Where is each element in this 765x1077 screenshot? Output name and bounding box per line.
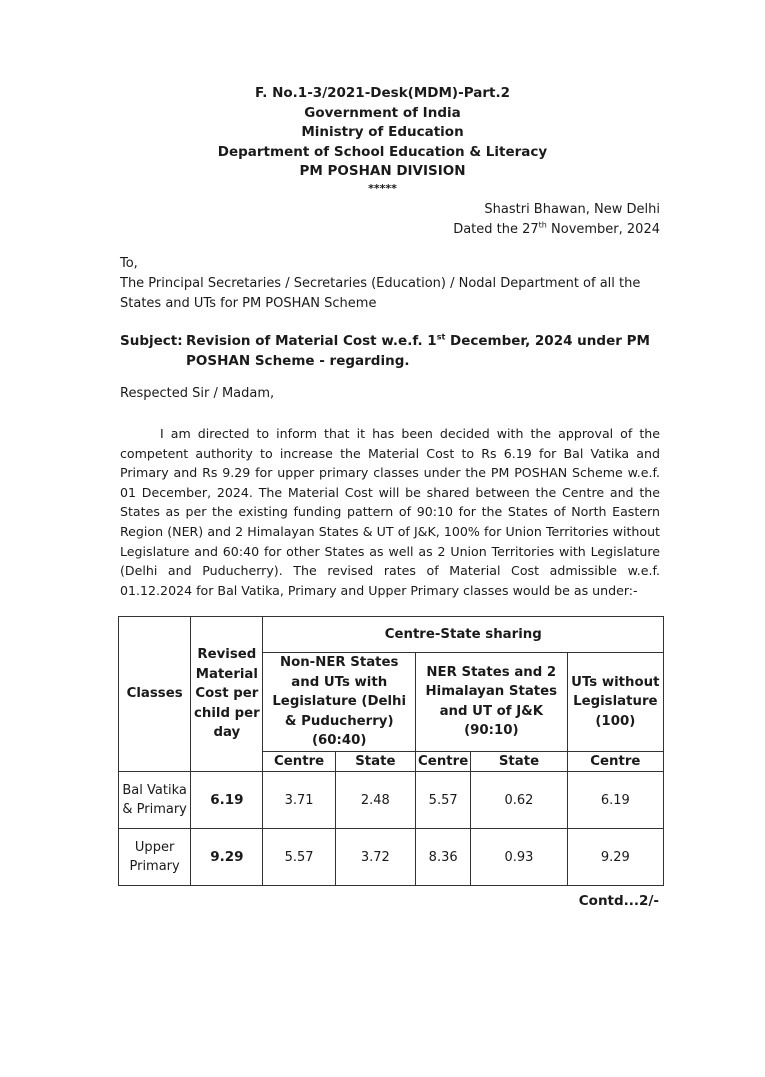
row-ner-centre: 5.57	[415, 772, 470, 829]
subheader-centre: Centre	[567, 751, 663, 772]
header-centre-state-sharing: Centre-State sharing	[263, 617, 664, 653]
body-paragraph: I am directed to inform that it has been decided with the approval of the competent authority to increase the Material Cost to Rs 6.19 for Bal Vatika and Primary and Rs 9.29 for upper primary classes under the PM POSHAN Scheme w.e.f. 01 December, 2024. The Material Cost will be shared between the Centre and the States as per the existing funding pattern of 90:10 for the States of North Eastern Region (NER) and 2 Himalayan States & UT of J&K, 100% for Union Territories without Legislature and 60:40 for other States as well as 2 Union Territories with Legislature (Delhi and Puducherry). The revised rates of Material Cost admissible w.e.f. 01.12.2024 for Bal Vatika, Primary and Upper Primary classes would be as under:-	[120, 426, 660, 598]
division-name: PM POSHAN DIVISION	[299, 163, 466, 180]
subheader-state: State	[471, 751, 567, 772]
place-location: Shastri Bhawan, New Delhi	[484, 202, 660, 217]
row-cost: 9.29	[191, 829, 263, 886]
row-non-ner-centre: 5.57	[263, 829, 335, 886]
table-row	[119, 829, 664, 886]
subheader-centre: Centre	[415, 751, 470, 772]
subject-label: Subject:	[120, 333, 183, 349]
table-row	[119, 772, 664, 829]
header-non-ner: Non-NER States and UTs with Legislature (Delhi & Puducherry) (60:40)	[263, 653, 416, 752]
row-ner-state: 0.93	[471, 829, 567, 886]
header-uts-without-legislature: UTs without Legislature (100)	[567, 653, 663, 752]
addressee: The Principal Secretaries / Secretaries (Education) / Nodal Department of all the States and UTs for PM POSHAN Scheme	[120, 276, 641, 311]
salutation: Respected Sir / Madam,	[120, 386, 275, 401]
place-and-date	[453, 200, 660, 240]
row-class: Bal Vatika & Primary	[119, 772, 191, 829]
header-ner: NER States and 2 Himalayan States and UT of J&K (90:10)	[415, 653, 567, 752]
row-class: Upper Primary	[119, 829, 191, 886]
material-cost-table	[118, 616, 664, 886]
subheader-centre: Centre	[263, 751, 335, 772]
header-stars: *****	[368, 181, 397, 195]
row-cost: 6.19	[191, 772, 263, 829]
subject-block	[120, 331, 665, 371]
government-name: Government of India	[304, 104, 461, 121]
row-uts-centre: 6.19	[567, 772, 663, 829]
row-uts-centre: 9.29	[567, 829, 663, 886]
subject-line-1: Subject: Revision of Material Cost w.e.f. 1st December, 2024 under PM	[120, 332, 650, 349]
department-name: Department of School Education & Literacy	[217, 143, 548, 160]
row-non-ner-state: 3.72	[335, 829, 415, 886]
subject-line-2: POSHAN Scheme - regarding.	[186, 353, 410, 369]
subheader-state: State	[335, 751, 415, 772]
header-revised-cost: Revised Material Cost per child per day	[191, 617, 263, 772]
letter-date: Dated the 27th November, 2024	[453, 220, 660, 237]
letter-header	[0, 84, 765, 196]
row-ner-centre: 8.36	[415, 829, 470, 886]
header-classes: Classes	[119, 617, 191, 772]
row-non-ner-centre: 3.71	[263, 772, 335, 829]
row-non-ner-state: 2.48	[335, 772, 415, 829]
file-number: F. No.1-3/2021-Desk(MDM)-Part.2	[255, 85, 510, 101]
continued-note: Contd...2/-	[578, 893, 659, 909]
to-line: To,	[120, 256, 138, 271]
ministry-name: Ministry of Education	[301, 124, 464, 141]
row-ner-state: 0.62	[471, 772, 567, 829]
